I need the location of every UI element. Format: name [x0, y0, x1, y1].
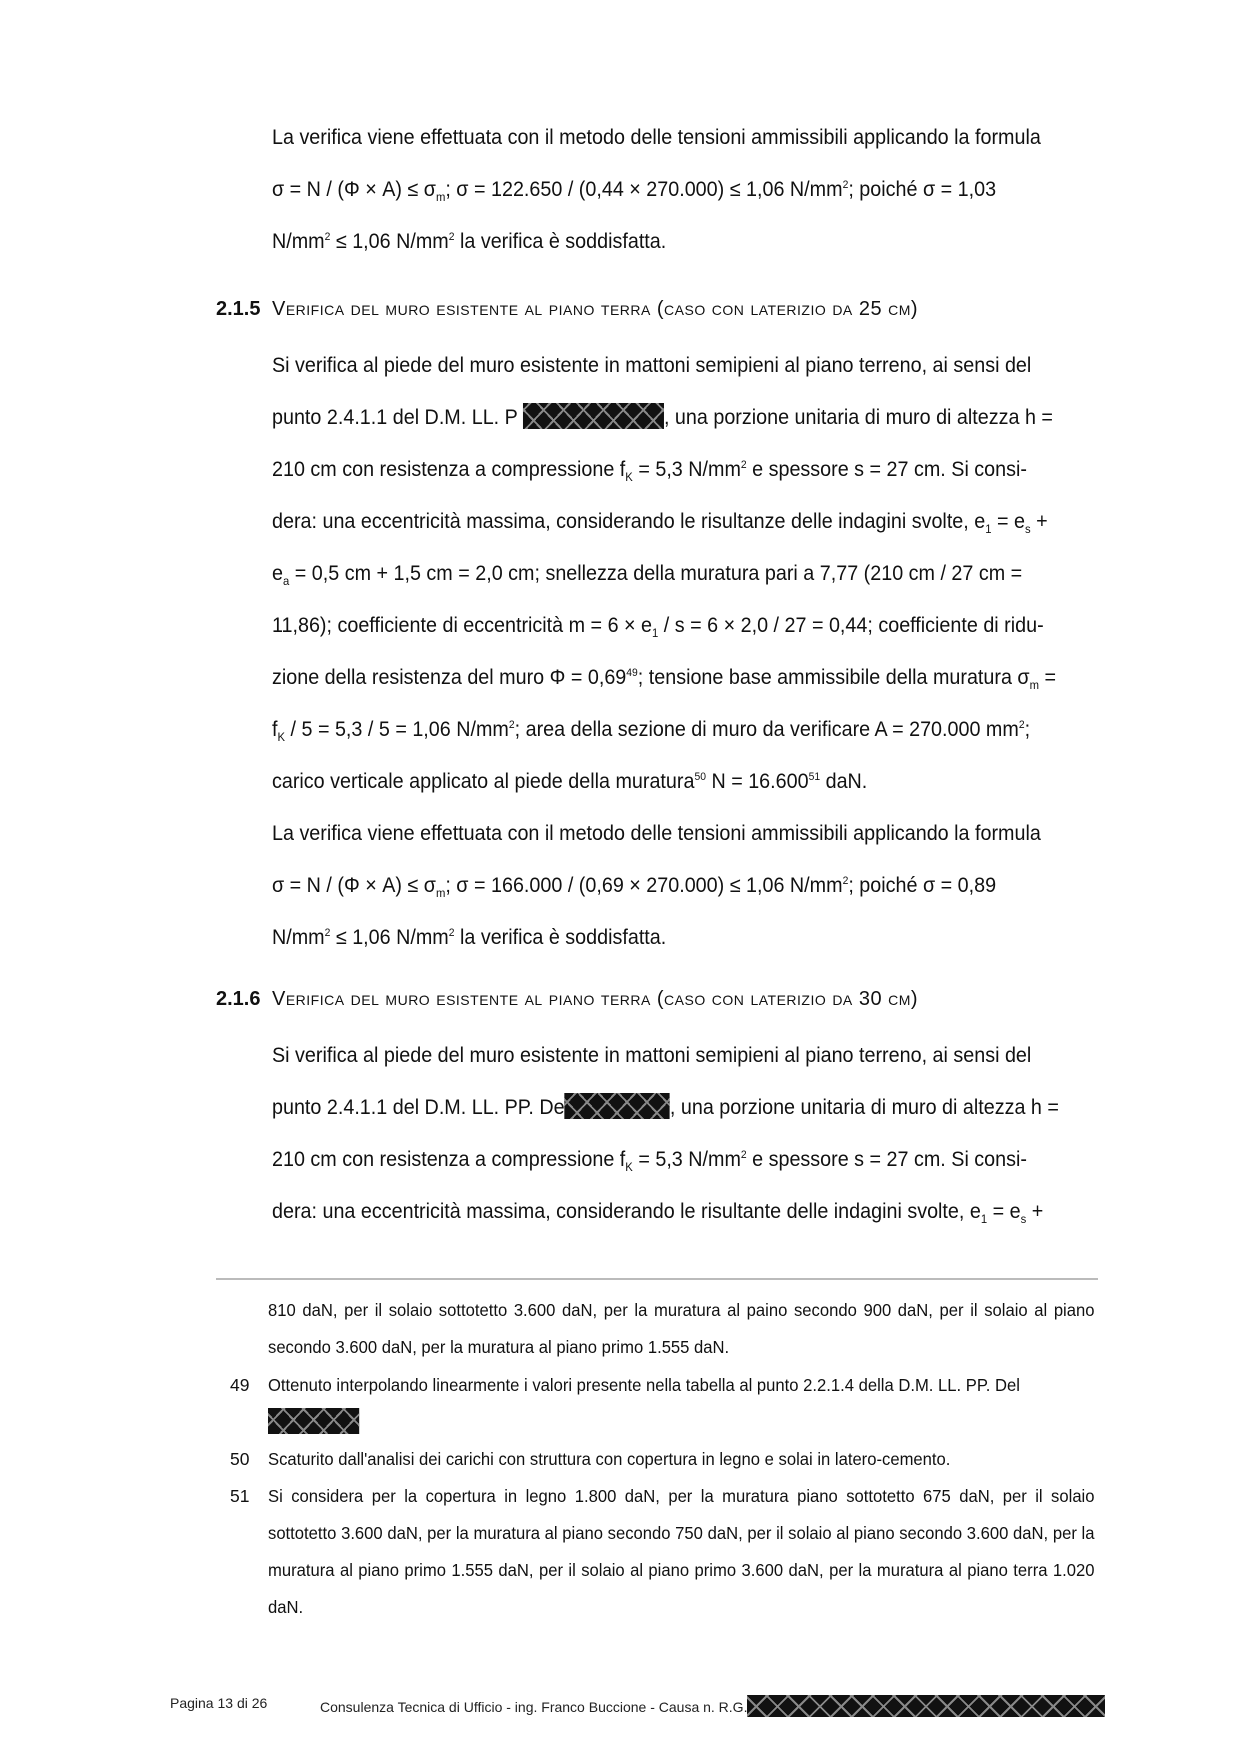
footnote-51: 51 Si considera per la copertura in legno 1.800 daN, per la muratura piano sottotetto 675 daN, per il solaio sottotetto 3.600 daN, per la muratura al piano secondo 750 daN, per il solaio al piano secondo 3.600 daN, per la muratura al piano primo 1.555 daN, per il solaio al piano primo 3.600 daN, per la muratura al piano terra 1.020 daN.	[230, 1486, 1095, 1617]
footer-text: Consulenza Tecnica di Ufficio - ing. Franco Buccione - Causa n. R.G.	[320, 1695, 1105, 1717]
verification-paragraph-1: La verifica viene effettuata con il metodo delle tensioni ammissibili applicando la formula $\sigma = N / (\Phi \times A) \le \sigma_m$; σ = 122.650 / (0,44 × 270.000) ≤ 1,06 $N/mm^2$; poiché σ = 1,03 $N/mm^2 \le 1,06$ $N/mm^2$ la verifica è soddisfatta.	[272, 126, 1041, 253]
footnote-continuation: 810 daN, per il solaio sottotetto 3.600 daN, per la muratura al paino secondo 900 daN, per il solaio al piano secondo 3.600 daN, per la muratura al piano primo 1.555 daN.	[268, 1300, 1095, 1357]
redaction-block	[565, 1093, 670, 1119]
footnote-separator	[216, 1278, 1098, 1280]
redaction-block	[523, 403, 664, 429]
section-heading-2-1-5: 2.1.5 Verifica del muro esistente al piano terra (caso con laterizio da 25 cm)	[216, 298, 919, 320]
section-body-2-1-5: Si verifica al piede del muro esistente in mattoni semipieni al piano terreno, ai sensi del punto 2.4.1.1 del D.M. LL. P , una porzione unitaria di muro di altezza h = 210 cm con resistenza a compressione $f_K = 5,3$ $N/mm^2$ e spessore s = 27 cm. Si consi- dera: una eccentricità massima, considerando le risultanze delle indagini svolte, $e_1 = e_s$ + $e_a = 0,5$ cm + 1,5 cm = 2,0 cm; snellezza della muratura pari a 7,77 (210 cm / 27 cm = 11,86); coefficiente di eccentricità $m = 6 \times e_1 / s = 6 \times 2,0 / 27 = 0,44$; coefficiente di ridu- zione della resistenza del muro $\Phi = 0,69^{49}$; tensione base ammissibile della muratura $\sigma_m$ = $f_K / 5 = 5,3 / 5 = 1,06$ $N/mm^2$; area della sezione di muro da verificare A = 270.000 $mm^2$; carico verticale applicato al piede della muratura$^{50}$ $N = 16.600^{51}$ daN. La verifica viene effettuata con il metodo delle tensioni ammissibili applicando la formula $\sigma = N / (\Phi \times A) \le \sigma_m$; σ = 166.000 / (0,69 × 270.000) ≤ 1,06 $N/mm^2$; poiché σ = 0,89 $N/mm^2 \le 1,06$ $N/mm^2$ la verifica è soddisfatta.	[272, 354, 1057, 949]
section-body-2-1-6: Si verifica al piede del muro esistente in mattoni semipieni al piano terreno, ai sensi del punto 2.4.1.1 del D.M. LL. PP. De , una porzione unitaria di muro di altezza h = 210 cm con resistenza a compressione $f_K = 5,3$ $N/mm^2$ e spessore s = 27 cm. Si consi- dera: una eccentricità massima, considerando le risultante delle indagini svolte, $e_1 = e_s$ +	[272, 1044, 1059, 1227]
redaction-block	[268, 1408, 359, 1434]
footnote-50: 50 Scaturito dall'analisi dei carichi con struttura con copertura in legno e solai in latero-cemento.	[230, 1449, 951, 1469]
section-heading-2-1-6: 2.1.6 Verifica del muro esistente al piano terra (caso con laterizio da 30 cm)	[216, 988, 919, 1010]
page-number: Pagina 13 di 26	[170, 1695, 268, 1711]
footnote-49: 49 Ottenuto interpolando linearmente i valori presente nella tabella al punto 2.2.1.4 della D.M. LL. PP. Del	[230, 1367, 1098, 1441]
redaction-block	[747, 1695, 1105, 1717]
